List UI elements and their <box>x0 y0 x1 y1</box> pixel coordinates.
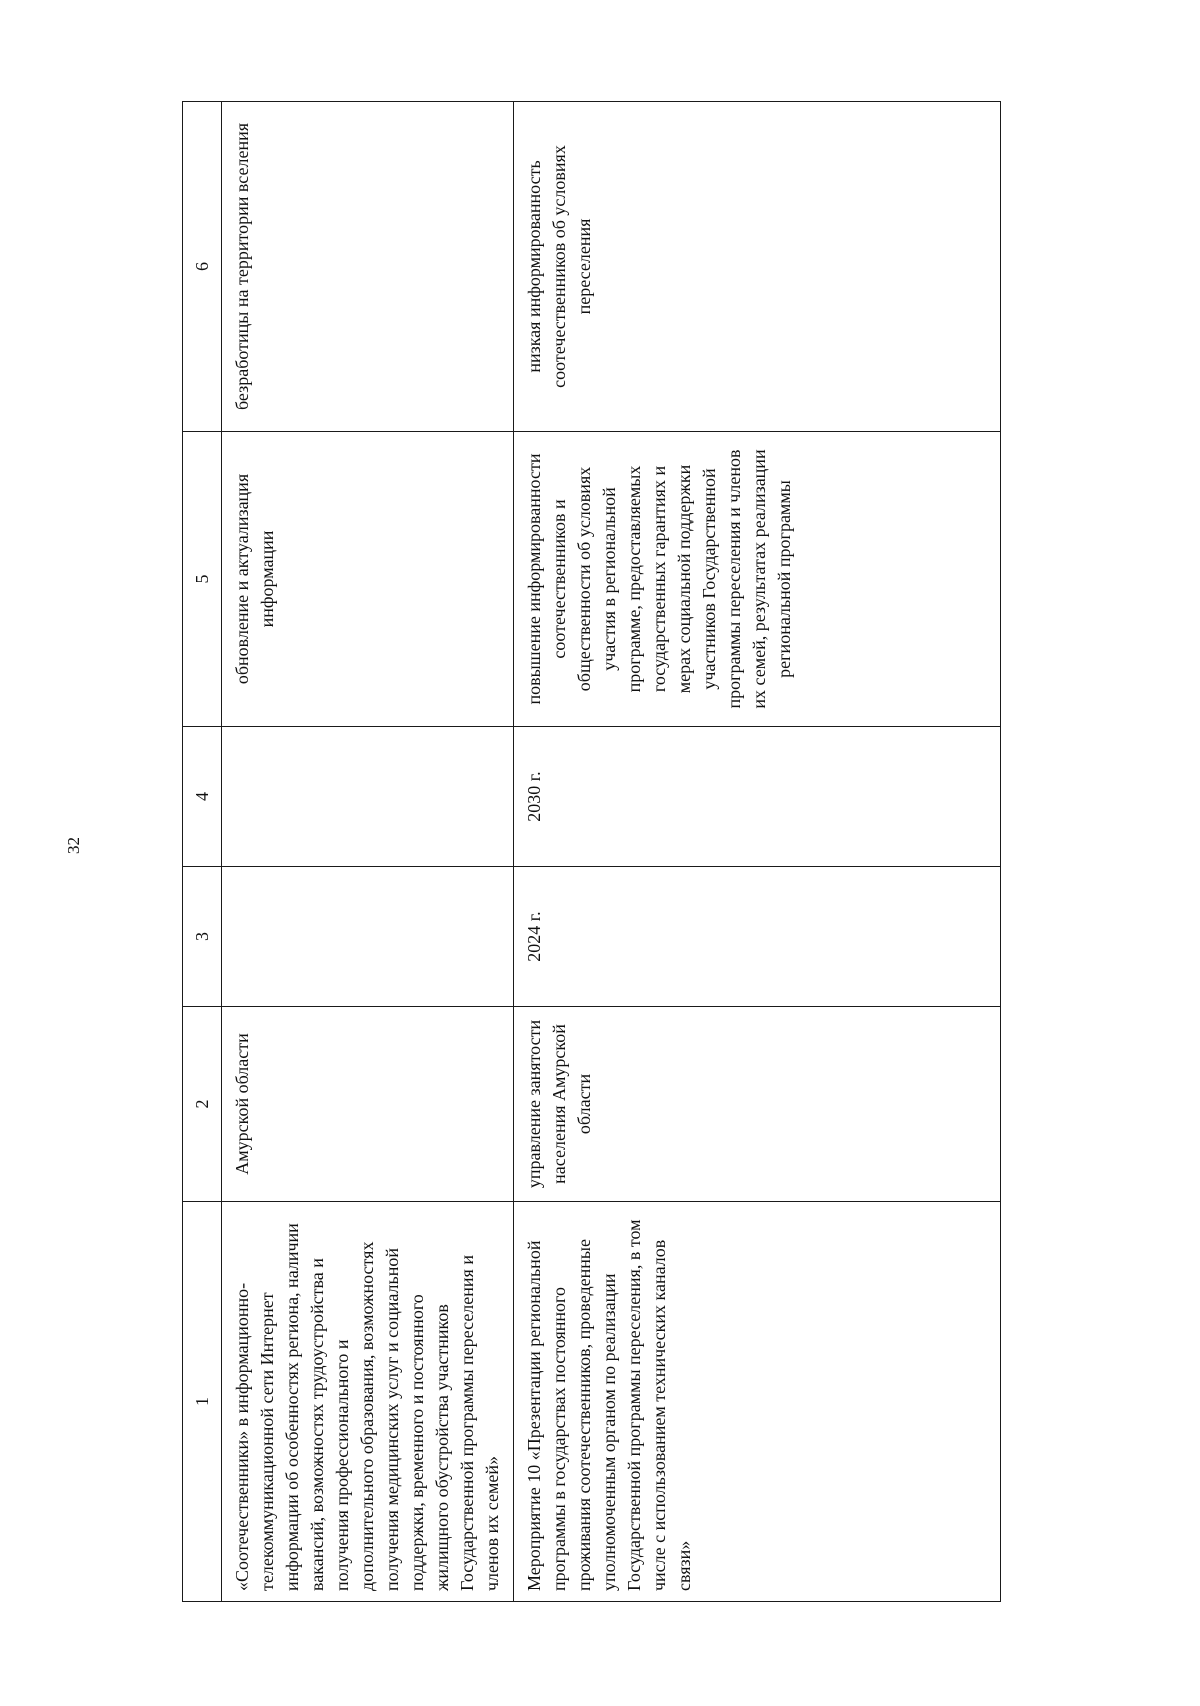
page-number: 32 <box>64 837 83 854</box>
expected-result: обновление и актуализация информации <box>222 432 514 727</box>
table-row <box>222 102 514 1602</box>
risk-description: безработицы на территории вселения <box>222 102 514 432</box>
start-year: 2024 г. <box>514 867 1001 1007</box>
rotated-table-container <box>182 102 1042 1602</box>
responsible-body: Амурской области <box>222 1007 514 1202</box>
measure-description: Мероприятие 10 «Презентации региональной программы в государствах постоянного проживания соотечественников, проведенные уполномоченным органом по реализации Государственной программы переселения, в том числе с использованием технических каналов связи» <box>514 1202 1001 1602</box>
column-header-6: 6 <box>183 102 222 432</box>
expected-result: повышение информированности соотечественников и общественности об условиях участия в региональной программе, предоставляемых государственных гарантиях и мерах социальной поддержки участников Государственной программы переселения и членов их семей, результатах реализации региональной программы <box>514 432 1001 727</box>
column-header-4: 4 <box>183 727 222 867</box>
measure-description: «Соотечественники» в информационно-телекоммуникационной сети Интернет информации об особенностях региона, наличии вакансий, возможностях трудоустройства и получения профессионального и дополнительного образования, возможностях получения медицинских услуг и социальной поддержки, временного и постоянного жилищного обустройства участников Государственной программы переселения и членов их семей» <box>222 1202 514 1602</box>
table-row <box>514 102 1001 1602</box>
end-year <box>222 727 514 867</box>
responsible-body: управление занятости населения Амурской области <box>514 1007 1001 1202</box>
column-header-5: 5 <box>183 432 222 727</box>
end-year: 2030 г. <box>514 727 1001 867</box>
column-header-3: 3 <box>183 867 222 1007</box>
column-header-1: 1 <box>183 1202 222 1602</box>
start-year <box>222 867 514 1007</box>
header-row <box>183 102 222 1602</box>
risk-description: низкая информированность соотечественников об условиях переселения <box>514 102 1001 432</box>
column-header-2: 2 <box>183 1007 222 1202</box>
measures-table <box>182 101 1001 1602</box>
